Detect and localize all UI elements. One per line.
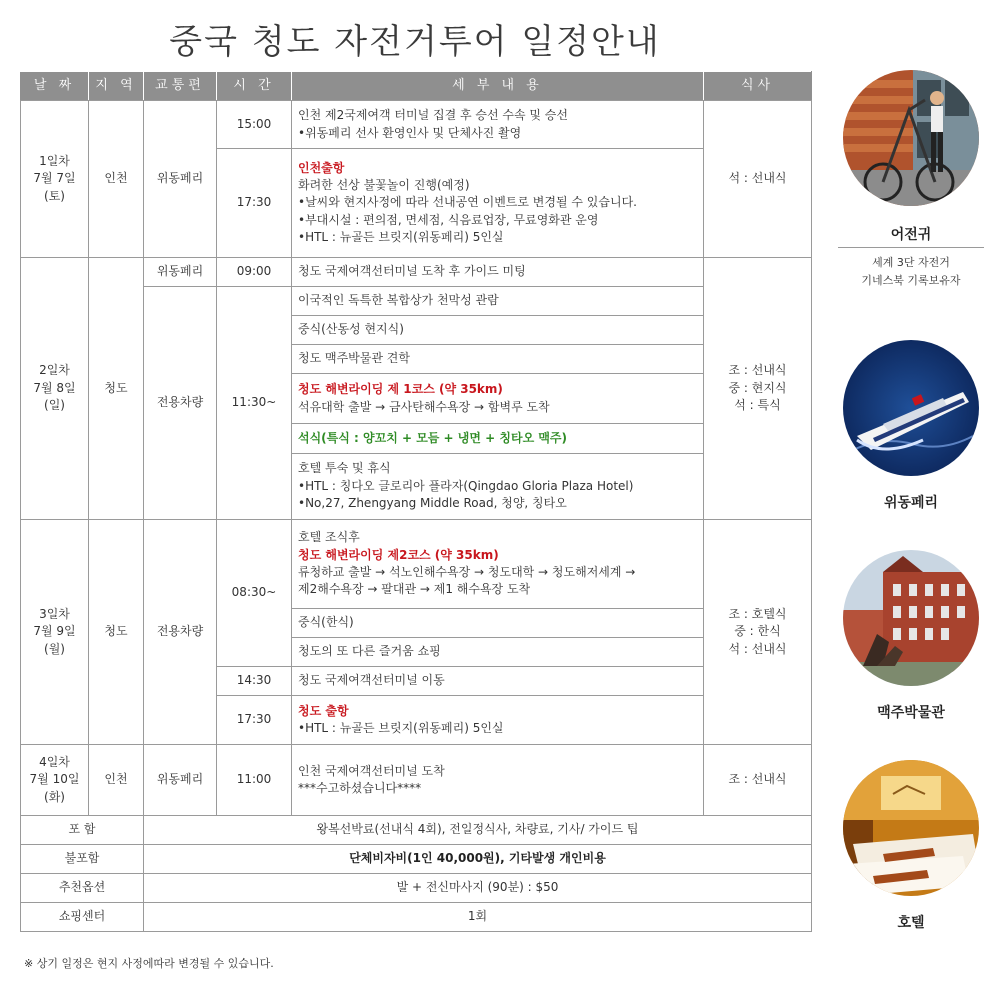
meal-line: 조 : 선내식 — [728, 363, 787, 378]
cyclist-subcaption — [838, 254, 984, 289]
table-row — [21, 258, 812, 287]
cyclist-caption: 어전귀 — [890, 227, 932, 243]
day3-time-1: 08:30~ — [217, 520, 292, 667]
detail-line: •HTL : 칭다오 글로리아 플라자(Qingdao Gloria Plaza Hotel) — [298, 478, 634, 493]
summary-value-option: 발 + 전신마사지 (90분) : $50 — [144, 874, 812, 903]
summary-label-shopping: 쇼핑센터 — [21, 903, 144, 932]
day1-region: 인천 — [89, 101, 144, 258]
day1-date-line: 1일차 — [39, 153, 70, 168]
day3-transport: 전용차량 — [144, 520, 217, 745]
hotel-photo-image — [843, 760, 979, 896]
detail-line: •부대시설 : 편의점, 면세점, 식음료업장, 무료영화관 운영 — [298, 212, 599, 227]
meal-line: 중 : 한식 — [734, 624, 781, 639]
day2-date-line: 2일차 — [39, 363, 70, 378]
day4-time-1: 11:00 — [217, 745, 292, 816]
day2-time-1: 09:00 — [217, 258, 292, 287]
day1-date-line: 7월 7일 — [33, 171, 76, 186]
detail-title: 청도 출항 — [298, 703, 349, 718]
summary-value-shopping: 1회 — [144, 903, 812, 932]
schedule-table — [20, 71, 812, 932]
header-region: 지 역 — [89, 72, 144, 101]
header-time: 시 간 — [217, 72, 292, 101]
detail-line: •위동페리 선사 환영인사 및 단체사진 촬영 — [298, 125, 522, 140]
day2-detail-7 — [292, 454, 704, 520]
day2-detail-3: 중식(산동성 현지식) — [292, 316, 704, 345]
day3-date-cell — [21, 520, 89, 745]
beer-museum-caption: 맥주박물관 — [877, 705, 945, 721]
summary-row — [21, 816, 812, 845]
day3-detail-2: 중식(한식) — [292, 609, 704, 638]
detail-line: 호텔 조식후 — [298, 530, 360, 545]
summary-row — [21, 845, 812, 874]
header-transport: 교통편 — [144, 72, 217, 101]
summary-row — [21, 903, 812, 932]
day4-transport: 위동페리 — [144, 745, 217, 816]
day4-date-line: 4일차 — [39, 754, 70, 769]
day1-meal: 석 : 선내식 — [704, 101, 812, 258]
detail-line: •HTL : 뉴골든 브릿지(위동페리) 5인실 — [298, 721, 504, 735]
day3-time-3: 17:30 — [217, 696, 292, 745]
detail-line: 호텔 투숙 및 휴식 — [298, 461, 391, 476]
day3-detail-4: 청도 국제여객선터미널 이동 — [292, 667, 704, 696]
day2-meal — [704, 258, 812, 520]
day1-date-cell — [21, 101, 89, 258]
day4-detail-1 — [292, 745, 704, 816]
meal-line: 석 : 특식 — [734, 398, 781, 413]
day4-meal: 조 : 선내식 — [704, 745, 812, 816]
detail-line: ***수고하셨습니다**** — [298, 781, 422, 795]
day1-detail-1 — [292, 101, 704, 149]
table-row — [21, 745, 812, 816]
day3-detail-1 — [292, 520, 704, 609]
day3-date-line: (월) — [44, 641, 65, 656]
detail-line: 류청하교 출발 → 석노인해수욕장 → 청도대학 → 청도해저세계 → — [298, 565, 636, 579]
header-meal: 식사 — [704, 72, 812, 101]
beer-museum-photo — [843, 550, 979, 686]
cyclist-photo — [843, 70, 979, 206]
day3-meal — [704, 520, 812, 745]
day2-time-2: 11:30~ — [217, 287, 292, 520]
day2-region: 청도 — [89, 258, 144, 520]
day2-date-line: 7월 8일 — [33, 380, 76, 395]
day2-transport-1: 위동페리 — [144, 258, 217, 287]
day4-region: 인천 — [89, 745, 144, 816]
day3-detail-3: 청도의 또 다른 즐거움 쇼핑 — [292, 638, 704, 667]
detail-line: •HTL : 뉴골든 브릿지(위동페리) 5인실 — [298, 230, 504, 245]
summary-label-included: 포 함 — [21, 816, 144, 845]
hotel-photo — [843, 760, 979, 896]
detail-line: 인천 국제여객선터미널 도착 — [298, 763, 445, 778]
beer-museum-photo-image — [843, 550, 979, 686]
meal-line: 석 : 선내식 — [728, 641, 787, 656]
summary-row — [21, 874, 812, 903]
summary-value-excluded: 단체비자비(1인 40,000원), 기타발생 개인비용 — [144, 845, 812, 874]
detail-line: 화려한 선상 불꽃놀이 진행(예정) — [298, 177, 470, 192]
day1-time-2: 17:30 — [217, 149, 292, 258]
detail-title: 인천출항 — [298, 160, 345, 175]
page-title: 중국 청도 자전거투어 일정안내 — [169, 22, 661, 62]
detail-title: 청도 해변라이딩 제 1코스 (약 35km) — [298, 382, 503, 397]
day3-detail-5 — [292, 696, 704, 745]
summary-label-option: 추천옵션 — [21, 874, 144, 903]
day2-date-line: (일) — [44, 398, 65, 413]
subcaption-line: 기네스북 기록보유자 — [861, 273, 961, 287]
table-row — [21, 101, 812, 149]
ferry-caption: 위동페리 — [883, 495, 939, 511]
ferry-photo-image — [843, 340, 979, 476]
day3-region: 청도 — [89, 520, 144, 745]
day3-time-2: 14:30 — [217, 667, 292, 696]
day2-detail-1: 청도 국제여객선터미널 도착 후 가이드 미팅 — [292, 258, 704, 287]
summary-label-excluded: 불포함 — [21, 845, 144, 874]
detail-line: 석유대학 출발 → 금사탄해수욕장 → 함벽루 도착 — [298, 399, 550, 414]
detail-title: 청도 해변라이딩 제2코스 (약 35km) — [298, 547, 499, 562]
day1-detail-2 — [292, 149, 704, 258]
photo-sidebar — [838, 70, 988, 950]
day1-transport: 위동페리 — [144, 101, 217, 258]
detail-line: 제2해수욕장 → 팔대관 → 제1 해수욕장 도착 — [298, 582, 531, 597]
day4-date-cell — [21, 745, 89, 816]
ferry-photo — [843, 340, 979, 476]
day3-date-line: 3일차 — [39, 606, 70, 621]
day1-date-line: (토) — [44, 188, 65, 203]
day2-transport-2: 전용차량 — [144, 287, 217, 520]
meal-line: 조 : 호텔식 — [728, 606, 787, 621]
day4-date-line: 7월 10일 — [29, 772, 80, 787]
day1-time-1: 15:00 — [217, 101, 292, 149]
day2-detail-2: 이국적인 독특한 복합상가 천막성 관람 — [292, 287, 704, 316]
day2-date-cell — [21, 258, 89, 520]
summary-value-included: 왕복선박료(선내식 4회), 전일정식사, 차량료, 기사/ 가이드 팁 — [144, 816, 812, 845]
header-details: 세 부 내 용 — [292, 72, 704, 101]
day2-detail-5 — [292, 374, 704, 424]
hotel-caption: 호텔 — [897, 915, 925, 931]
subcaption-line: 세계 3단 자전거 — [872, 256, 950, 269]
table-header-row — [21, 72, 812, 101]
day2-detail-4: 청도 맥주박물관 견학 — [292, 345, 704, 374]
detail-line: 인천 제2국제여객 터미널 집결 후 승선 수속 및 승선 — [298, 108, 568, 123]
day4-date-line: (화) — [44, 789, 65, 804]
day3-date-line: 7월 9일 — [33, 624, 76, 639]
detail-line: •날씨와 현지사정에 따라 선내공연 이벤트로 변경될 수 있습니다. — [298, 195, 637, 210]
table-row — [21, 520, 812, 609]
cyclist-photo-image — [843, 70, 979, 206]
meal-line: 중 : 현지식 — [728, 380, 787, 395]
detail-line: •No,27, Zhengyang Middle Road, 청양, 칭타오 — [298, 496, 567, 511]
header-date: 날 짜 — [21, 72, 89, 101]
day2-detail-6: 석식(특식 : 양꼬치 + 모듬 + 냉면 + 칭타오 맥주) — [292, 424, 704, 454]
caption-divider — [838, 247, 984, 248]
footnote: ※ 상기 일정은 현지 사정에따라 변경될 수 있습니다. — [24, 957, 274, 970]
